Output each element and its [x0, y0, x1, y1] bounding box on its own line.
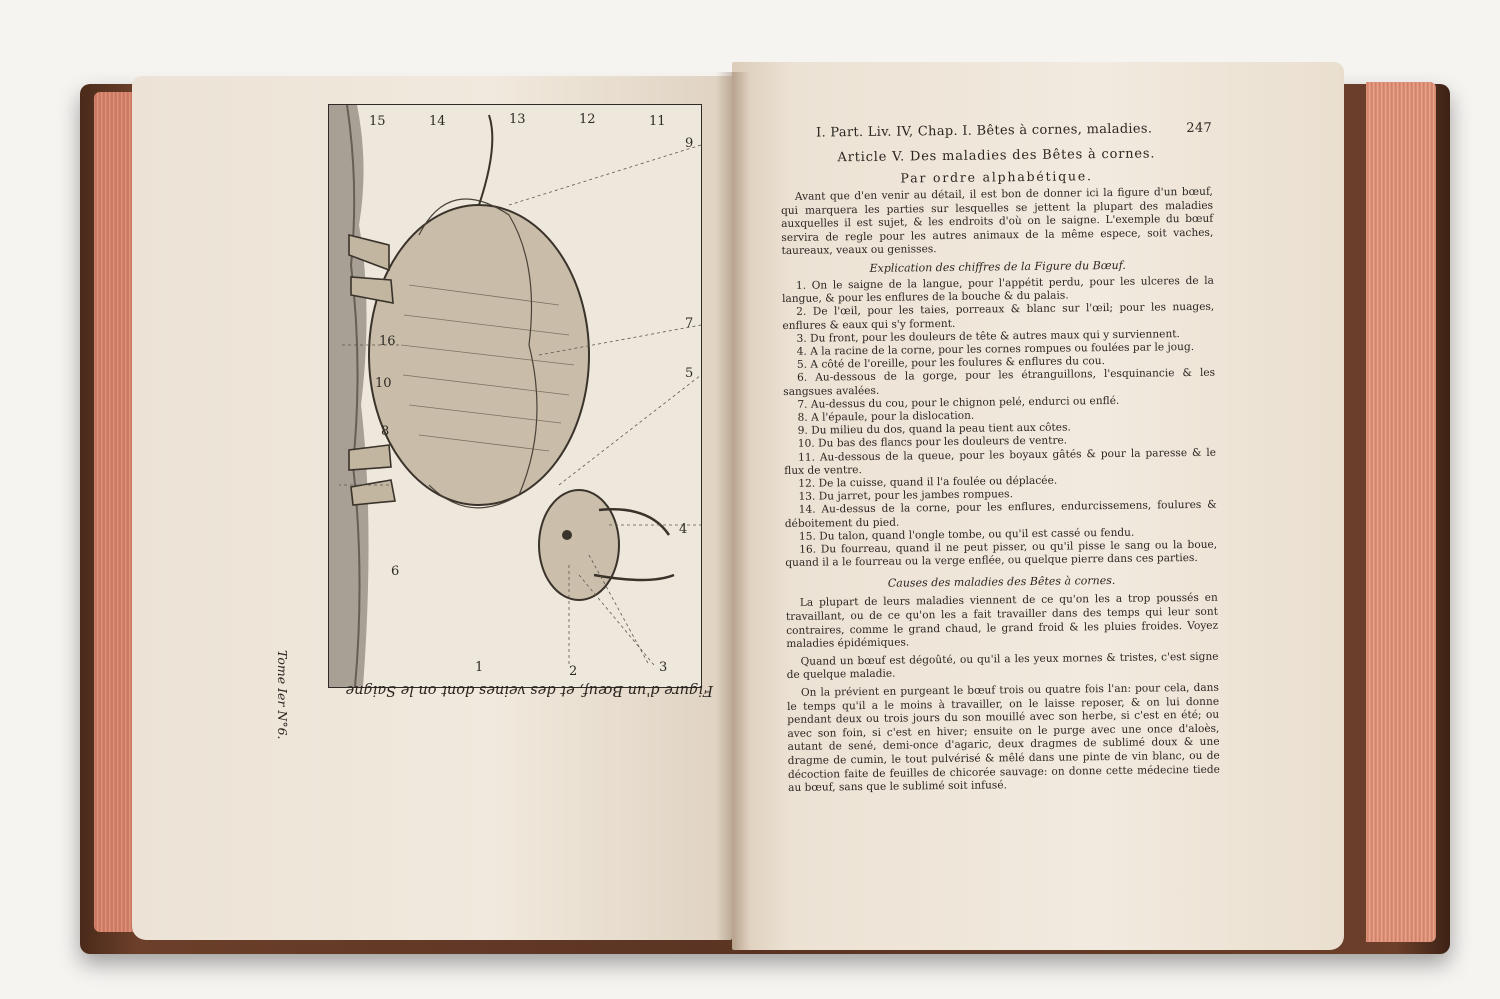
plate-caption: Figure d'un Bœuf, et des veines dont on le Saigne	[345, 682, 713, 698]
list-item: 4. A la racine de la corne, pour les cornes rompues ou foulées par le joug.	[796, 340, 1195, 358]
order-title: Par ordre alphabétique.	[900, 168, 1093, 186]
explication-list	[782, 275, 1218, 571]
plate-number: 12	[579, 112, 596, 127]
list-item: 6. Au-dessous de la gorge, pour les étranguillons, l'esquinancie & les sangsues avalées.	[783, 367, 1216, 398]
running-head-title: I. Part. Liv. IV, Chap. I. Bêtes à cornes, maladies.	[815, 121, 1153, 141]
causes-title: Causes des maladies des Bêtes à cornes.	[887, 574, 1116, 591]
plate-number: 13	[509, 112, 526, 127]
article-title: Article V. Des maladies des Bêtes à cornes.	[837, 146, 1156, 166]
causes-paragraph: La plupart de leurs maladies viennent de ce qu'on les a trop poussés en travaillant, ou de ce qu'on les a fait travailler dans des temps qui leur sont contraires, comme le grand chaud, le grand froid & les pluies froides. Voyez maladies épidémiques.	[785, 592, 1219, 651]
plate-number: 11	[649, 114, 666, 129]
list-item: 5. A côté de l'oreille, pour les foulures & enflures du cou.	[796, 355, 1106, 371]
engraved-plate	[328, 104, 702, 688]
ox-engraving-image	[329, 105, 701, 687]
list-item: 3. Du front, pour les douleurs de tête & autres maux qui y surviennent.	[796, 327, 1180, 345]
causes-paragraph: On la prévient en purgeant le bœuf trois ou quatre fois l'an: pour cela, dans le temps qu'il a le moins à travailler, on le laisse reposer, & on lui donne pendant deux ou trois jours du son mouillé avec son herbe, si c'est en été; ou avec son foin, si c'est en hiver; ensuite on le purge avec une once d'aloès, autant de sené, demi-once d'agaric, deux dragmes de sublimé doux & une dragme de cumin, le tout pulvérisé & mêlé dans une pinte de vin blanc, ou de décoction faite de feuilles de chicorée sauvage: on donne cette médecine tiede au bœuf, sans que le sublimé soit infusé.	[787, 681, 1220, 795]
list-item: 16. Du fourreau, quand il ne peut pisser, ou qu'il pisse le sang ou la boue, quand il a le fourreau ou la verge enflée, ou quelque pierre dans ces parties.	[785, 538, 1218, 570]
list-item: 8. A l'épaule, pour la dislocation.	[797, 409, 975, 424]
list-item: 9. Du milieu du dos, quand la peau tient aux côtes.	[797, 421, 1071, 438]
right-page-edges	[1366, 82, 1436, 942]
list-item: 11. Au-dessous de la queue, pour les boyaux gâtés & pour la paresse & le flux de ventre.	[784, 446, 1217, 477]
plate-number: 9	[685, 136, 694, 151]
list-item: 15. Du talon, quand l'ongle tombe, ou qu'il est cassé ou fendu.	[798, 526, 1135, 543]
plate-number: 15	[369, 114, 386, 129]
plate-tome-label: Tome Ier N°6.	[275, 650, 290, 740]
plate-number: 1	[475, 660, 484, 675]
list-item: 7. Au-dessus du cou, pour le chignon pelé, endurci ou enflé.	[797, 394, 1120, 411]
list-item: 13. Du jarret, pour les jambes rompues.	[798, 488, 1014, 504]
open-book	[80, 62, 1450, 962]
plate-number: 5	[685, 366, 694, 381]
plate-number: 6	[391, 564, 400, 579]
page-number: 247	[1186, 120, 1213, 137]
plate-number: 14	[429, 114, 446, 129]
plate-number: 4	[679, 522, 688, 537]
plate-number: 10	[375, 376, 392, 391]
right-page-text	[780, 121, 1220, 796]
list-item: 12. De la cuisse, quand il l'a foulée ou déplacée.	[798, 474, 1058, 490]
intro-paragraph: Avant que d'en venir au détail, il est bon de donner ici la figure d'un bœuf, qui marquera les parties sur lesquelles se jettent la plupart des maladies auxquelles il est sujet, & les endroits d'où on le saigne. L'exemple du bœuf servira de regle pour les autres animaux de la même espece, soit vaches, taureaux, veaux ou genisses.	[780, 185, 1214, 258]
plate-number: 2	[569, 664, 578, 679]
plate-number: 16	[379, 334, 396, 349]
explication-title: Explication des chiffres de la Figure du Bœuf.	[869, 258, 1126, 275]
list-item: 1. On le saigne de la langue, pour l'appétit perdu, pour les ulceres de la langue, & pour les enflures de la bouche & du palais.	[782, 274, 1214, 306]
book-gutter	[716, 72, 750, 952]
plate-number: 3	[659, 660, 668, 675]
list-item: 2. De l'œil, pour les taies, porreaux & blanc sur l'œil; pour les nuages, enflures & eaux qui s'y forment.	[782, 301, 1215, 332]
causes-paragraph: Quand un bœuf est dégoûté, ou qu'il a les yeux mornes & tristes, c'est signe de quelque maladie.	[786, 650, 1219, 682]
plate-number: 8	[381, 424, 390, 439]
list-item: 10. Du bas des flancs pour les douleurs de ventre.	[797, 434, 1068, 451]
plate-number: 7	[685, 316, 694, 331]
list-item: 14. Au-dessus de la corne, pour les enflures, endurcissemens, foulures & déboitement du pied.	[784, 499, 1217, 530]
